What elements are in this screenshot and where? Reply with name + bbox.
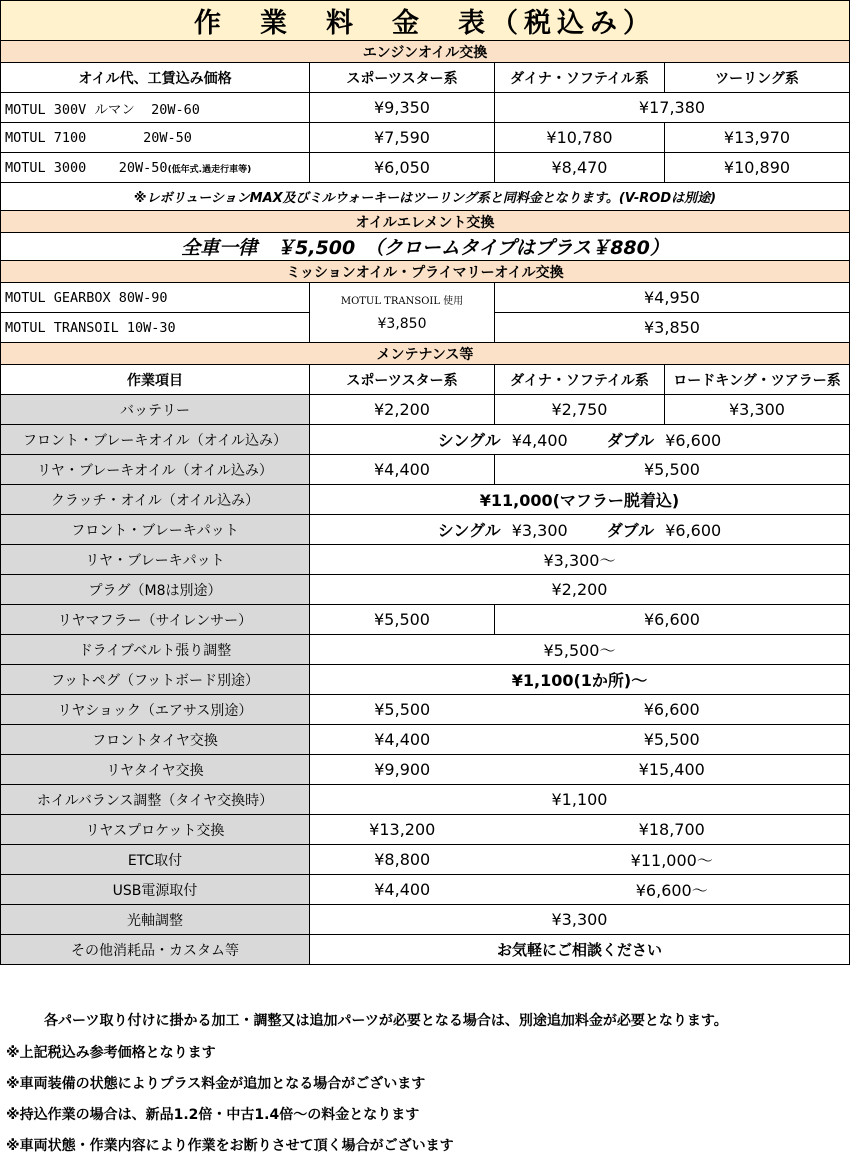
price-sportster: ¥4,400 bbox=[310, 455, 495, 485]
item-label: 光軸調整 bbox=[1, 905, 310, 935]
section-oil-element: オイルエレメント交換 bbox=[1, 211, 850, 233]
item-label: ドライブベルト張り調整 bbox=[1, 635, 310, 665]
header-dyna-softail: ダイナ・ソフテイル系 bbox=[495, 365, 665, 395]
sportster-transoil-cell bbox=[310, 283, 495, 343]
table-row bbox=[1, 455, 850, 485]
price-all: お気軽にご相談ください bbox=[310, 935, 850, 965]
double-label: ダブル bbox=[606, 431, 655, 450]
price-other: ¥5,500 bbox=[495, 725, 850, 755]
header-touring: ツーリング系 bbox=[665, 63, 850, 93]
price-sportster: ¥5,500 bbox=[310, 695, 495, 725]
price-other: ¥6,600 bbox=[495, 605, 850, 635]
table-row bbox=[1, 283, 850, 313]
maintenance-header-row bbox=[1, 365, 850, 395]
item-label: ホイルバランス調整（タイヤ交換時） bbox=[1, 785, 310, 815]
table-row bbox=[1, 875, 850, 905]
price-all bbox=[310, 425, 850, 455]
price-sportster: ¥6,050 bbox=[310, 153, 495, 183]
oil-name: MOTUL GEARBOX 80W-90 bbox=[1, 283, 310, 313]
oil-element-price: 全車一律 ￥5,500 （クロームタイプはプラス￥880） bbox=[1, 233, 850, 261]
price-sportster: ¥2,200 bbox=[310, 395, 495, 425]
engine-note: ※レボリューションMAX及びミルウォーキーはツーリング系と同料金となります。(V-RODは別途) bbox=[1, 183, 850, 211]
table-row bbox=[1, 153, 850, 183]
table-row bbox=[1, 485, 850, 515]
item-label: リヤタイヤ交換 bbox=[1, 755, 310, 785]
table-row bbox=[1, 93, 850, 123]
price-gearbox: ¥4,950 bbox=[495, 283, 850, 313]
item-label: フロントタイヤ交換 bbox=[1, 725, 310, 755]
price-dyna-softail: ¥10,780 bbox=[495, 123, 665, 153]
header-sportster: スポーツスター系 bbox=[310, 63, 495, 93]
item-label: リヤマフラー（サイレンサー） bbox=[1, 605, 310, 635]
header-sportster: スポーツスター系 bbox=[310, 365, 495, 395]
transoil-note: MOTUL TRANSOIL 使用 bbox=[340, 295, 464, 307]
engine-header-row bbox=[1, 63, 850, 93]
price-other: ¥11,000～ bbox=[495, 845, 850, 875]
price-other: ¥6,600～ bbox=[495, 875, 850, 905]
table-row bbox=[1, 395, 850, 425]
item-label: フロント・ブレーキオイル（オイル込み） bbox=[1, 425, 310, 455]
item-label: リヤショック（エアサス別途） bbox=[1, 695, 310, 725]
price-touring: ¥13,970 bbox=[665, 123, 850, 153]
table-row bbox=[1, 905, 850, 935]
item-label: ETC取付 bbox=[1, 845, 310, 875]
page-title: 作 業 料 金 表（税込み） bbox=[1, 1, 850, 41]
item-label: その他消耗品・カスタム等 bbox=[1, 935, 310, 965]
table-row bbox=[1, 845, 850, 875]
transoil-price: ¥3,850 bbox=[377, 315, 427, 332]
single-price: ¥3,300 bbox=[511, 521, 568, 540]
single-label: シングル bbox=[437, 521, 501, 540]
price-all: ¥3,300～ bbox=[310, 545, 850, 575]
price-all: ¥11,000(マフラー脱着込) bbox=[310, 485, 850, 515]
oil-name: MOTUL 7100 20W-50 bbox=[1, 123, 310, 153]
double-price: ¥6,600 bbox=[665, 431, 722, 450]
price-all: ¥1,100(1か所)～ bbox=[310, 665, 850, 695]
oil-name-note: (低年式.過走行車等) bbox=[167, 164, 252, 175]
price-dyna-softail: ¥8,470 bbox=[495, 153, 665, 183]
oil-name: MOTUL 300V ルマン 20W-60 bbox=[1, 93, 310, 123]
price-dyna-softail: ¥2,750 bbox=[495, 395, 665, 425]
price-all: ¥1,100 bbox=[310, 785, 850, 815]
table-row bbox=[1, 635, 850, 665]
table-row bbox=[1, 815, 850, 845]
item-label: プラグ（M8は別途） bbox=[1, 575, 310, 605]
item-label: フロント・ブレーキパット bbox=[1, 515, 310, 545]
table-row bbox=[1, 755, 850, 785]
footer-note: 各パーツ取り付けに掛かる加工・調整又は追加パーツが必要となる場合は、別途追加料金が必要となります。 bbox=[44, 1013, 728, 1029]
item-label: USB電源取付 bbox=[1, 875, 310, 905]
table-row bbox=[1, 575, 850, 605]
section-mission-primary: ミッションオイル・プライマリーオイル交換 bbox=[1, 261, 850, 283]
price-other: ¥18,700 bbox=[495, 815, 850, 845]
table-row bbox=[1, 725, 850, 755]
price-dyna-touring: ¥17,380 bbox=[495, 93, 850, 123]
price-all: ¥2,200 bbox=[310, 575, 850, 605]
item-label: バッテリー bbox=[1, 395, 310, 425]
footer-note: ※車両装備の状態によりプラス料金が追加となる場合がございます bbox=[6, 1076, 426, 1092]
oil-name: MOTUL TRANSOIL 10W-30 bbox=[1, 313, 310, 343]
price-all: ¥5,500～ bbox=[310, 635, 850, 665]
item-label: リヤスプロケット交換 bbox=[1, 815, 310, 845]
table-row bbox=[1, 665, 850, 695]
table-row bbox=[1, 515, 850, 545]
price-sportster: ¥9,900 bbox=[310, 755, 495, 785]
footer-note: ※車両状態・作業内容により作業をお断りさせて頂く場合がございます bbox=[6, 1138, 454, 1154]
table-row bbox=[1, 425, 850, 455]
price-transoil: ¥3,850 bbox=[495, 313, 850, 343]
header-work-item: 作業項目 bbox=[1, 365, 310, 395]
price-sportster: ¥4,400 bbox=[310, 725, 495, 755]
price-sportster: ¥8,800 bbox=[310, 845, 495, 875]
price-sportster: ¥9,350 bbox=[310, 93, 495, 123]
section-maintenance: メンテナンス等 bbox=[1, 343, 850, 365]
table-row bbox=[1, 605, 850, 635]
item-label: リヤ・ブレーキパット bbox=[1, 545, 310, 575]
single-label: シングル bbox=[437, 431, 501, 450]
price-all bbox=[310, 515, 850, 545]
price-sportster: ¥4,400 bbox=[310, 875, 495, 905]
table-row bbox=[1, 545, 850, 575]
table-row bbox=[1, 785, 850, 815]
price-all: ¥3,300 bbox=[310, 905, 850, 935]
section-engine-oil: エンジンオイル交換 bbox=[1, 41, 850, 63]
footer-note: ※持込作業の場合は、新品1.2倍・中古1.4倍～の料金となります bbox=[6, 1107, 420, 1123]
header-roadking-tourer: ロードキング・ツアラー系 bbox=[665, 365, 850, 395]
price-other: ¥15,400 bbox=[495, 755, 850, 785]
price-other: ¥6,600 bbox=[495, 695, 850, 725]
table-row bbox=[1, 695, 850, 725]
price-touring: ¥10,890 bbox=[665, 153, 850, 183]
price-other: ¥5,500 bbox=[495, 455, 850, 485]
double-price: ¥6,600 bbox=[665, 521, 722, 540]
header-oil-price: オイル代、工賃込み価格 bbox=[1, 63, 310, 93]
footer-note: ※上記税込み参考価格となります bbox=[6, 1045, 216, 1061]
header-dyna-softail: ダイナ・ソフテイル系 bbox=[495, 63, 665, 93]
price-touring: ¥3,300 bbox=[665, 395, 850, 425]
oil-name-cell bbox=[1, 153, 310, 183]
item-label: リヤ・ブレーキオイル（オイル込み） bbox=[1, 455, 310, 485]
table-row bbox=[1, 935, 850, 965]
double-label: ダブル bbox=[606, 521, 655, 540]
item-label: フットペグ（フットボード別途） bbox=[1, 665, 310, 695]
price-sportster: ¥5,500 bbox=[310, 605, 495, 635]
price-sportster: ¥7,590 bbox=[310, 123, 495, 153]
oil-name: MOTUL 3000 20W-50 bbox=[5, 159, 168, 176]
table-row bbox=[1, 123, 850, 153]
single-price: ¥4,400 bbox=[511, 431, 568, 450]
price-sportster: ¥13,200 bbox=[310, 815, 495, 845]
item-label: クラッチ・オイル（オイル込み） bbox=[1, 485, 310, 515]
